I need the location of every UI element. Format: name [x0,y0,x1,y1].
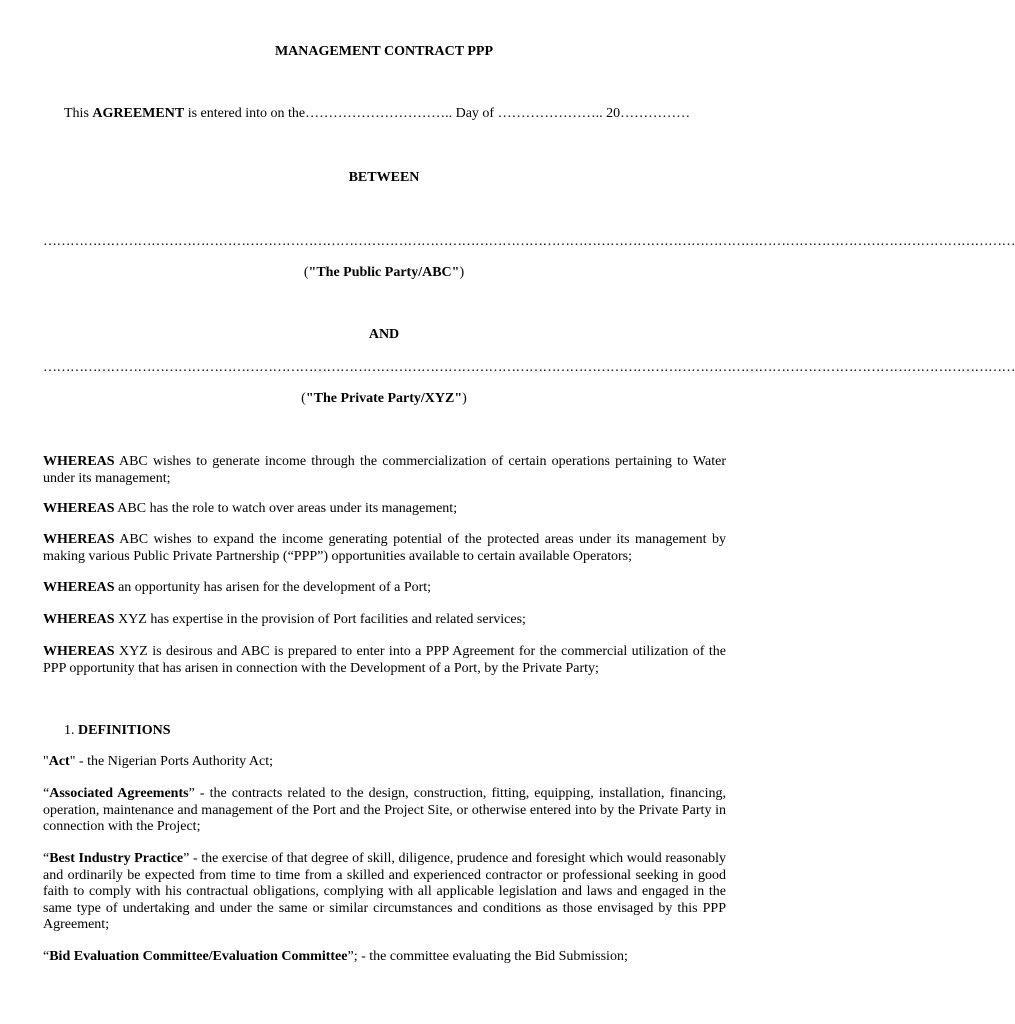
public-party-blank-line: ……………………………………………………………………………………………………………………………………………………………………………………………… [43,234,1015,249]
definition-item [43,786,726,836]
whereas-clause [43,532,726,565]
definitions-heading [64,723,171,740]
definitions-number: 1. [64,723,78,738]
whereas-text: ABC has the role to watch over areas under its management; [114,501,458,516]
intro-keyword: AGREEMENT [92,106,185,121]
whereas-text: ABC wishes to expand the income generating potential of the protected areas under its management by making various Public Private Partnership (“PPP”) opportunities available to certain available Operators; [43,532,726,564]
definition-term: Best Industry Practice [49,851,184,866]
definition-quote-close: ” [188,786,195,801]
and-heading: AND [368,327,400,342]
whereas-keyword: WHEREAS [43,644,115,659]
definition-term: Bid Evaluation Committee/Evaluation Committee [49,949,348,964]
whereas-text: XYZ has expertise in the provision of Port facilities and related services; [114,612,526,627]
agreement-intro [64,106,744,123]
definition-term: Associated Agreements [49,786,189,801]
intro-rest: is entered into on the………………………….. Day of ………………….. 20…………… [184,106,691,121]
definition-quote-open: “ [43,851,50,866]
definition-quote-close: ” [347,949,354,964]
whereas-keyword: WHEREAS [43,580,115,595]
whereas-keyword: WHEREAS [43,501,115,516]
whereas-keyword: WHEREAS [43,612,115,627]
definition-text: - the contracts related to the design, construction, fitting, equipping, installation, financing, operation, maintenance and management of the Port and the Project Site, or otherwise entered into by the Private Party in connection with the Project; [43,786,726,834]
whereas-clause [43,612,726,629]
definition-text: - the Nigerian Ports Authority Act; [75,754,273,769]
document-title: MANAGEMENT CONTRACT PPP [274,44,494,59]
definition-item [43,949,726,966]
whereas-text: XYZ is desirous and ABC is prepared to enter into a PPP Agreement for the commercial utilization of the PPP opportunity that has arisen in connection with the Development of a Port, by the Private Party; [43,644,726,676]
whereas-keyword: WHEREAS [43,532,115,547]
definition-text: - the exercise of that degree of skill, diligence, prudence and foresight which would reasonably and ordinarily be expected from time to time from a skilled and experienced contractor or professional seeking in good faith to comply with his contractual obligations, complying with all applicable legislation and laws and engaged in the same type of undertaking and under the same or similar circumstances and conditions as those envisaged by this PPP Agreement; [43,851,726,932]
whereas-clause [43,501,726,518]
whereas-clause [43,580,726,597]
public-party-open: ( [303,265,309,280]
definition-quote-close: " [69,754,76,769]
definition-quote-open: “ [43,786,50,801]
private-party-open: ( [301,391,306,406]
whereas-clause [43,454,726,487]
public-party-close: ) [459,265,465,280]
definition-text: ; - the committee evaluating the Bid Submission; [353,949,628,964]
public-party-name: "The Public Party/ABC" [308,265,460,280]
whereas-text: ABC wishes to generate income through the commercialization of certain operations pertaining to Water under its management; [43,454,726,486]
between-heading: BETWEEN [348,170,420,185]
definition-item [43,754,726,771]
public-party-label [0,265,768,282]
definition-quote-open: “ [43,949,50,964]
definitions-label: DEFINITIONS [78,723,171,738]
definition-quote-close: ” [183,851,190,866]
definition-item [43,851,726,934]
intro-lead: This [64,106,93,121]
definition-quote-open: " [43,754,49,769]
private-party-name: "The Private Party/XYZ" [305,391,463,406]
whereas-text: an opportunity has arisen for the development of a Port; [114,580,432,595]
definition-term: Act [48,754,70,769]
private-party-label [0,391,768,408]
whereas-keyword: WHEREAS [43,454,115,469]
private-party-close: ) [462,391,467,406]
private-party-blank-line: ……………………………………………………………………………………………………………………………………………………………………………………………… [43,360,1015,375]
whereas-clause [43,644,726,677]
